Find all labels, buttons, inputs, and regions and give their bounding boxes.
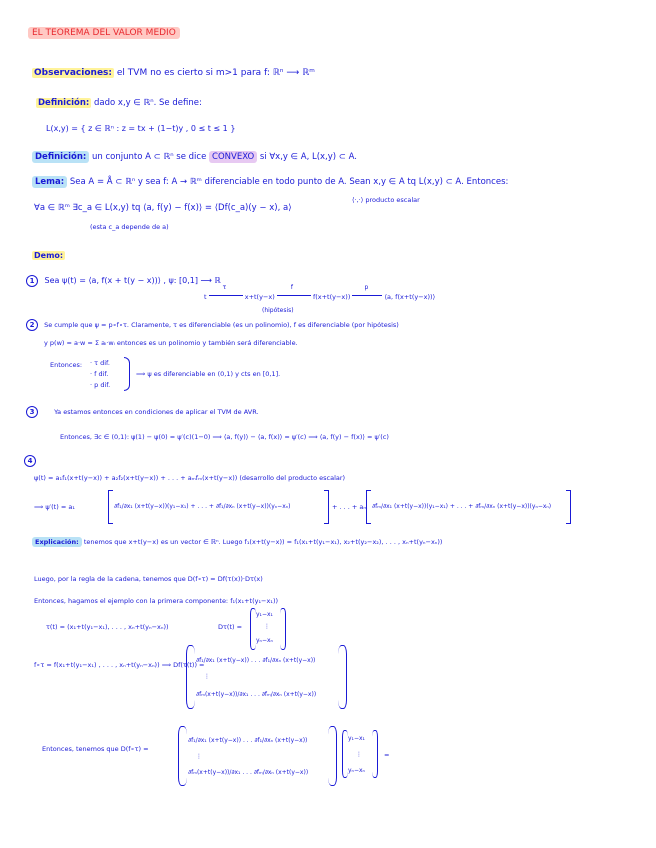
hypothesis-note: (hipótesis) [262,307,294,314]
jacobian-1-paren-right [338,645,347,709]
dtau-label: Dτ(t) = [218,623,243,631]
observation-label: Observaciones: [34,68,113,78]
step-2-number: 2 [26,319,38,331]
definition-text-2a: un conjunto A ⊂ ℝⁿ se dice [92,152,207,162]
dtau-entry-3: yₙ−xₙ [256,637,273,644]
f-tau-line: f∘τ = f(x₁+t(y₁−x₁) , . . . , xₙ+t(yₙ−xₙ)) ⟹ Df(τ(t)) = [34,661,205,669]
jacobian-1-paren-left [186,645,195,709]
dif-brace [124,357,130,391]
lemma-line-1 [32,177,508,187]
dtau-2-paren-right [372,730,378,778]
lemma-line-2: ∀a ∈ ℝᵐ ∃c_a ∈ L(x,y) tq ⟨a, f(y) − f(x)⟩ = ⟨Df(c_a)(y − x), a⟩ [34,203,292,213]
step-1-number: 1 [26,275,38,287]
example-line: Entonces, hagamos el ejemplo con la primera componente: f₁(x₁+t(y₁−x₁)) [34,597,279,605]
jacobian-2-paren-right [328,726,337,786]
step-1-line [26,275,221,287]
step-4-number: 4 [24,455,36,467]
step-4-line-2b: + . . . + aₘ [332,503,368,511]
bracket-2-left [366,490,371,524]
definition-text-1: dado x,y ∈ ℝⁿ. Se define: [94,98,202,108]
final-label: Entonces, tenemos que D(f∘τ) = [42,745,149,753]
page-title: EL TEOREMA DEL VALOR MEDIO [28,28,180,38]
bracket-1-left [108,490,113,524]
step-3-line-1: 3 Ya estamos entonces en condiciones de aplicar el TVM de AVR. [26,406,259,418]
definition-line-2 [32,152,357,162]
jacobian-2-row-2: ∂fₘ(x+t(y−x))/∂x₁ . . . ∂fₘ/∂xₙ (x+t(y−x)) [188,769,309,776]
explanation-label: Explicación: [32,537,82,547]
dif-item-1: · τ dif. [90,359,110,367]
dtau-2-entry-3: yₙ−xₙ [348,767,365,774]
jacobian-1-row-1: ∂f₁/∂x₁ (x+t(y−x)) . . . ∂f₁/∂xₙ (x+t(y−x)) [196,657,316,664]
entonces-label: Entonces: [50,361,83,369]
step-1-text: Sea ψ(t) = ⟨a, f(x + t(y − x))⟩ , ψ: [0,1] ⟶ ℝ [44,276,221,285]
step-4-line-2a: ⟹ ψ′(t) = a₁ [34,503,75,511]
lemma-label: Lema: [32,176,67,188]
jacobian-1-dots: ⋮ [204,673,210,680]
explanation-text: tenemos que x+t(y−x) es un vector ∈ ℝⁿ. Luego f₁(x+t(y−x)) = f₁(x₁+t(y₁−x₁), x₂+t(y₂−x₂), . . . , xₙ+t(yₙ−xₙ)) [83,538,443,546]
definition-label-1: Definición: [38,98,90,108]
step-3-line-2: Entonces, ∃c ∈ (0,1): ψ(1) − ψ(0) = ψ′(c)(1−0) ⟹ ⟨a, f(y)⟩ − ⟨a, f(x)⟩ = ψ′(c) ⟹ ⟨a, f(y) − f(x)⟩ = ψ′(c) [60,433,389,441]
step-2-line-1: 2 Se cumple que ψ = p∘f∘τ. Claramente, τ es diferenciable (es un polinomio), f es diferenciable (por hipótesis) [26,319,399,331]
step-4-number-line [24,455,40,467]
observation-text: el TVM no es cierto si m>1 para f: ℝⁿ ⟶ ℝᵐ [116,68,315,78]
jacobian-2-paren-left [178,726,187,786]
scalar-product-note: ⟨·,·⟩ producto escalar [352,196,420,204]
step-3-number: 3 [26,406,38,418]
step-2-line-2: y p(w) = a·w = Σ aᵢ·wᵢ entonces es un polinomio y también será diferenciable. [44,339,298,347]
bracket-1-right [324,490,329,524]
chain-rule-line: Luego, por la regla de la cadena, tenemos que D(f∘τ) = Df(τ(x))·Dτ(x) [34,575,263,583]
composition-map: t τ x+t(y−x) f f(x+t(y−x)) p ⟨a, f(x+t(y−x))⟩ [204,284,436,301]
definition-text-2b: si ∀x,y ∈ A, L(x,y) ⊂ A. [259,152,357,162]
step-2-conclusion: ⟹ ψ es diferenciable en (0,1) y cts en [0,1]. [136,370,281,378]
dtau-entry-1: y₁−x₁ [256,611,273,618]
bracket-1-content: ∂f₁/∂x₁ (x+t(y−x))(y₁−x₁) + . . . + ∂f₁/∂xₙ (x+t(y−x))(yₙ−xₙ) [114,503,291,510]
observation-line [32,68,315,78]
definition-line-1 [36,98,202,108]
jacobian-2-dots: ⋮ [196,753,202,760]
dtau-2-entry-1: y₁−x₁ [348,735,365,742]
dtau-2-entry-2: ⋮ [356,751,362,758]
final-equals: = [384,751,390,759]
bracket-2-right [566,490,571,524]
dtau-entry-2: ⋮ [264,623,270,630]
dtau-paren-right [280,608,286,650]
definition-label-2: Definición: [32,151,89,163]
dif-item-3: · p dif. [90,381,111,389]
lemma-text: Sea A = Å ⊂ ℝⁿ y sea f: A → ℝᵐ diferenciable en todo punto de A. Sean x,y ∈ A tq L(x,y) ⊂ A. Entonces: [69,177,509,187]
convexo-term: CONVEXO [209,151,257,163]
demo-label: Demo: [34,251,64,260]
jacobian-2-row-1: ∂f₁/∂x₁ (x+t(y−x)) . . . ∂f₁/∂xₙ (x+t(y−x)) [188,737,308,744]
dif-item-2: · f dif. [90,370,109,378]
step-4-line-1: ψ(t) = a₁f₁(x+t(y−x)) + a₂f₂(x+t(y−x)) + . . . + aₘfₘ(x+t(y−x)) (desarrollo del producto escalar) [34,474,346,482]
depends-note: (esta c_a depende de a) [90,223,169,231]
tau-definition: τ(t) = (x₁+t(y₁−x₁), . . . , xₙ+t(yₙ−xₙ)) [46,623,169,631]
jacobian-1-row-2: ∂fₘ(x+t(y−x))/∂x₁ . . . ∂fₘ/∂xₙ (x+t(y−x)) [196,691,317,698]
segment-formula: L(x,y) = { z ∈ ℝⁿ : z = tx + (1−t)y , 0 ≤ t ≤ 1 } [46,124,236,133]
bracket-2-content: ∂fₘ/∂x₁ (x+t(y−x))(y₁−x₁) + . . . + ∂fₘ/∂xₙ (x+t(y−x))(yₙ−xₙ) [372,503,552,510]
explanation-line [32,537,442,547]
